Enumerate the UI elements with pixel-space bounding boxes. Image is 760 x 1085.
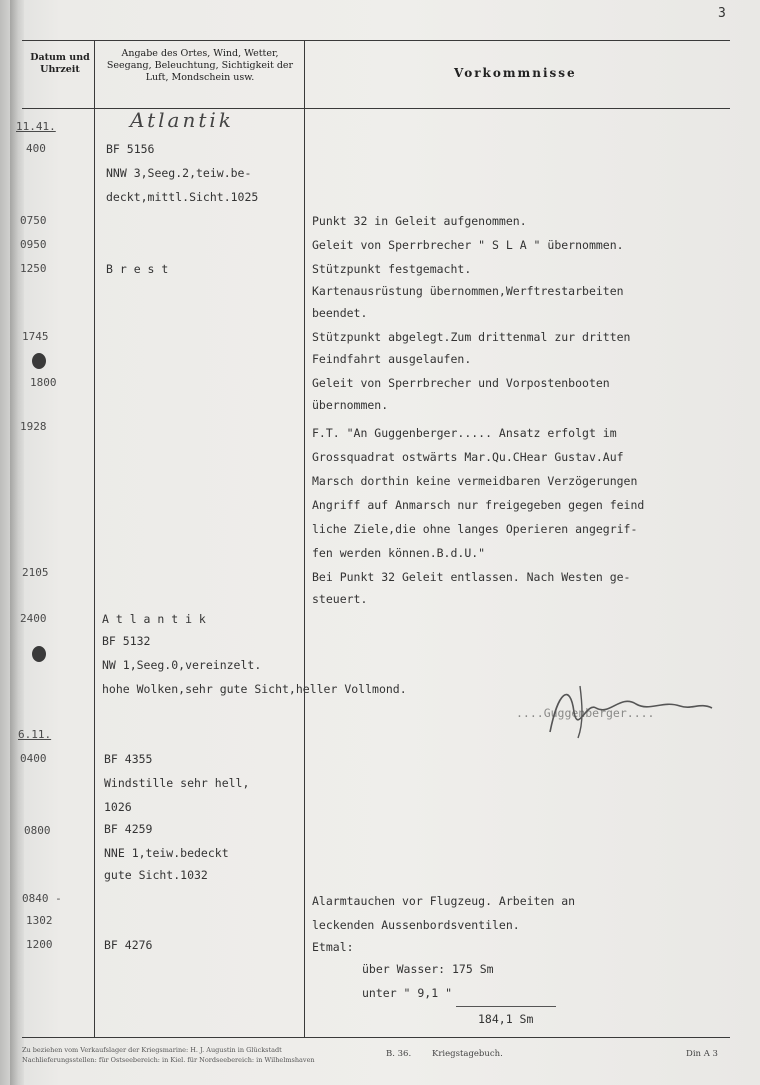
- event-text: steuert.: [312, 592, 368, 606]
- signature-line: ....Guggenberger....: [516, 706, 655, 720]
- place-cell: NNW 3,Seeg.2,teiw.be-: [106, 166, 252, 180]
- time-cell: 2400: [20, 612, 47, 625]
- time-cell: 1745: [22, 330, 49, 343]
- time-cell: 0950: [20, 238, 47, 251]
- event-text: liche Ziele,die ohne langes Operieren angegrif-: [312, 522, 638, 536]
- place-cell: NNE 1,teiw.bedeckt: [104, 846, 229, 860]
- event-text: leckenden Aussenbordsventilen.: [312, 918, 520, 932]
- place-cell: Windstille sehr hell,: [104, 776, 250, 790]
- time-cell: 0750: [20, 214, 47, 227]
- event-text: übernommen.: [312, 398, 389, 412]
- page-number: 3: [718, 6, 726, 21]
- time-cell: 1250: [20, 262, 47, 275]
- date-label: 11.41.: [16, 120, 56, 133]
- event-text: Bei Punkt 32 Geleit entlassen. Nach Westen ge-: [312, 570, 631, 584]
- time-cell: 1302: [26, 914, 53, 927]
- event-text: Geleit von Sperrbrecher und Vorpostenbooten: [312, 376, 610, 390]
- form-title: Kriegstagebuch.: [432, 1049, 503, 1059]
- signature-scrawl: [540, 672, 720, 742]
- time-cell: 0800: [24, 824, 51, 837]
- event-text: Marsch dorthin keine vermeidbaren Verzögerungen: [312, 474, 638, 488]
- event-text: beendet.: [312, 306, 368, 320]
- daily-run-submerged: unter " 9,1 ": [362, 986, 453, 1000]
- form-number: B. 36.: [386, 1049, 412, 1059]
- event-text: Angriff auf Anmarsch nur freigegeben gegen feind: [312, 498, 645, 512]
- time-cell: 1800: [30, 376, 57, 389]
- place-cell: BF 4259: [104, 822, 153, 836]
- column-header-place: Angabe des Ortes, Wind, Wetter, Seegang, Beleuchtung, Sichtigkeit der Luft, Mondschein usw.: [106, 48, 294, 83]
- time-cell: 1928: [20, 420, 47, 433]
- event-text: Feindfahrt ausgelaufen.: [312, 352, 472, 366]
- event-text: Stützpunkt abgelegt.Zum drittenmal zur dritten: [312, 330, 631, 344]
- place-cell: hohe Wolken,sehr gute Sicht,heller Vollmond.: [102, 682, 407, 696]
- time-cell: 0840 -: [22, 892, 62, 905]
- column-divider: [94, 40, 95, 1037]
- table-bottom-rule: [22, 1037, 730, 1038]
- place-cell: B r e s t: [106, 262, 169, 276]
- time-cell: 0400: [20, 752, 47, 765]
- place-cell: 1026: [104, 800, 132, 814]
- column-header-events: Vorkommnisse: [454, 66, 577, 80]
- sum-rule: [456, 1006, 556, 1007]
- daily-run-above-water: über Wasser: 175 Sm: [362, 962, 494, 976]
- footer-supplier-2: Nachlieferungsstellen: für Ostseebereich: in Kiel. für Nordseebereich: in Wilhelmshaven: [22, 1056, 315, 1064]
- footer-supplier: Zu beziehen vom Verkaufslager der Kriegsmarine: H. J. Augustin in Glückstadt: [22, 1046, 282, 1054]
- header-bottom-rule: [22, 108, 730, 109]
- place-cell: BF 4355: [104, 752, 153, 766]
- place-cell: BF 5132: [102, 634, 151, 648]
- time-cell: 1200: [26, 938, 53, 951]
- place-cell: deckt,mittl.Sicht.1025: [106, 190, 259, 204]
- event-text: Punkt 32 in Geleit aufgenommen.: [312, 214, 527, 228]
- event-text: F.T. "An Guggenberger..... Ansatz erfolgt im: [312, 426, 617, 440]
- place-cell: NW 1,Seeg.0,vereinzelt.: [102, 658, 262, 672]
- binding-edge: [10, 0, 24, 1085]
- place-cell: A t l a n t i k: [102, 612, 206, 626]
- date-label: 6.11.: [18, 728, 52, 741]
- event-text: Stützpunkt festgemacht.: [312, 262, 472, 276]
- time-cell: 400: [26, 142, 46, 155]
- event-text: fen werden können.B.d.U.": [312, 546, 486, 560]
- punch-hole: [32, 353, 46, 369]
- punch-hole: [32, 646, 46, 662]
- event-text: Grossquadrat ostwärts Mar.Qu.CHear Gustav.Auf: [312, 450, 624, 464]
- column-header-date: Datum und Uhrzeit: [30, 52, 90, 75]
- daily-run-total: 184,1 Sm: [478, 1012, 534, 1026]
- event-text: Geleit von Sperrbrecher " S L A " übernommen.: [312, 238, 624, 252]
- column-divider: [304, 40, 305, 1037]
- place-cell: BF 4276: [104, 938, 153, 952]
- time-cell: 2105: [22, 566, 49, 579]
- table-top-rule: [22, 40, 730, 41]
- event-text: Alarmtauchen vor Flugzeug. Arbeiten an: [312, 894, 576, 908]
- event-text: Kartenausrüstung übernommen,Werftrestarbeiten: [312, 284, 624, 298]
- handwritten-place: Atlantik: [130, 108, 234, 132]
- event-text: Etmal:: [312, 940, 354, 954]
- paper-format: Din A 3: [686, 1049, 718, 1059]
- place-cell: gute Sicht.1032: [104, 868, 208, 882]
- place-cell: BF 5156: [106, 142, 155, 156]
